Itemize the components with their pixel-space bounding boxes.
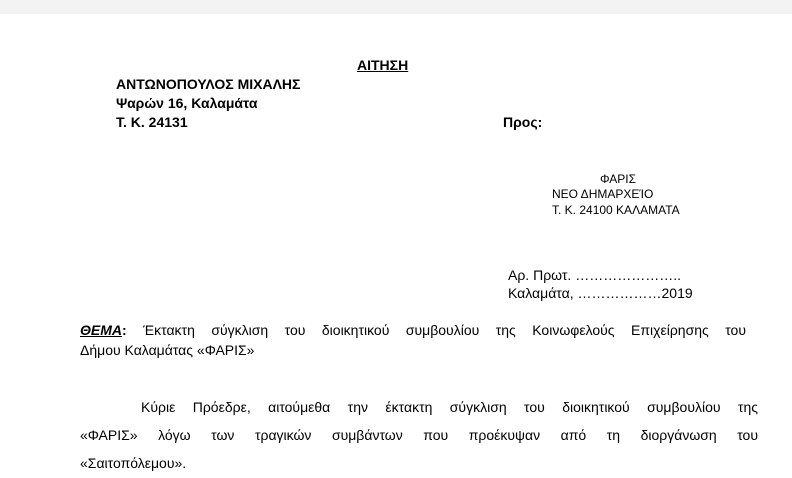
body-line: Κύριε Πρόεδρε, αιτούμεθα την έκτακτη σύγκλιση του διοικητικού συμβουλίου της bbox=[141, 399, 758, 415]
sender-address: Ψαρών 16, Καλαμάτα bbox=[116, 95, 258, 111]
subject-text-continued: Δήμου Καλαμάτας «ΦΑΡΙΣ» bbox=[80, 342, 255, 358]
recipient-name: ΦΑΡΙΣ bbox=[600, 172, 636, 186]
subject-label: ΘΕΜΑ bbox=[80, 322, 122, 338]
body-line: «Σαιτοπόλεμου». bbox=[80, 455, 187, 471]
document-title: ΑΙΤΗΣΗ bbox=[357, 57, 409, 73]
subject-text: Έκτακτη σύγκλιση του διοικητικού συμβουλίου της Κοινωφελούς Επιχείρησης του bbox=[126, 322, 746, 338]
recipient-label: Προς: bbox=[503, 114, 543, 130]
subject-colon: : bbox=[122, 322, 127, 338]
sender-postal-code: Τ. Κ. 24131 bbox=[116, 114, 188, 130]
body-line: «ΦΑΡΙΣ» λόγω των τραγικών συμβάντων που προέκυψαν από τη διοργάνωση του bbox=[80, 427, 758, 443]
body-paragraph bbox=[80, 393, 758, 477]
recipient-postal-code: Τ. Κ. 24100 ΚΑΛΑΜΑΤΑ bbox=[552, 203, 680, 217]
sender-name: ΑΝΤΩΝΟΠΟΥΛΟΣ ΜΙΧΑΛΗΣ bbox=[116, 76, 301, 92]
recipient-address: ΝΕΟ ΔΗΜΑΡΧΕΊΟ bbox=[552, 187, 654, 201]
protocol-number: Αρ. Πρωτ. ………………….. bbox=[508, 267, 681, 283]
subject-line bbox=[80, 320, 746, 340]
document-date: Καλαμάτα, ………………2019 bbox=[508, 285, 693, 301]
subject-block bbox=[80, 320, 746, 360]
toolbar-strip bbox=[0, 0, 792, 14]
